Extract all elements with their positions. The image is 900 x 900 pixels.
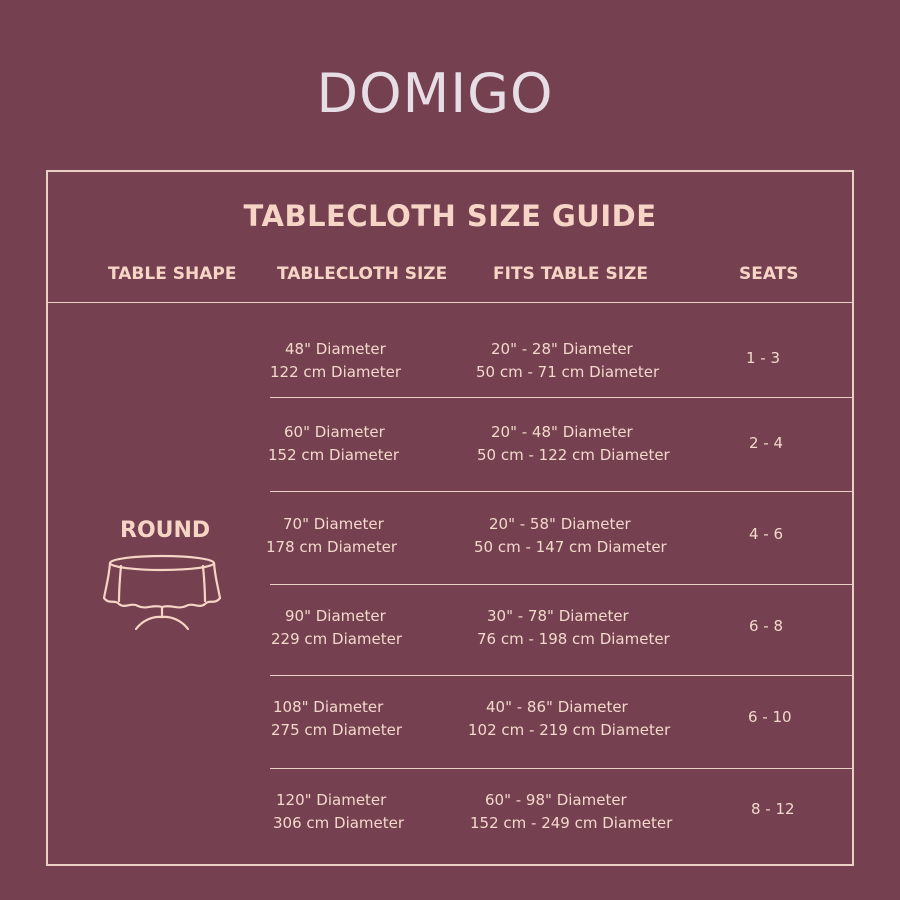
fits-cm: 50 cm - 147 cm Diameter	[474, 538, 667, 556]
seats-value: 1 - 3	[746, 349, 781, 367]
fits-cm: 102 cm - 219 cm Diameter	[468, 721, 671, 739]
fits-inches: 30" - 78" Diameter	[487, 607, 629, 625]
size-cm: 229 cm Diameter	[271, 630, 403, 648]
size-inches: 108" Diameter	[273, 698, 384, 716]
size-cm: 306 cm Diameter	[273, 814, 405, 832]
table-shape-label: ROUND	[120, 518, 211, 543]
fits-table-size-cell	[476, 338, 659, 384]
seats-value: 6 - 8	[749, 617, 784, 635]
row-divider	[270, 675, 854, 676]
column-header-seats: SEATS	[739, 264, 799, 284]
size-inches: 60" Diameter	[284, 423, 385, 441]
fits-table-size-cell	[468, 696, 670, 742]
fits-table-size-cell	[477, 421, 670, 467]
fits-inches: 20" - 28" Diameter	[491, 340, 633, 358]
fits-cm: 50 cm - 71 cm Diameter	[476, 363, 660, 381]
round-tablecloth-icon	[100, 553, 224, 635]
seats-value: 6 - 10	[748, 708, 792, 726]
seats-value: 4 - 6	[749, 525, 784, 543]
size-inches: 70" Diameter	[283, 515, 384, 533]
fits-table-size-cell	[477, 605, 670, 651]
fits-cm: 76 cm - 198 cm Diameter	[477, 630, 670, 648]
size-cm: 178 cm Diameter	[266, 538, 398, 556]
column-header-table-shape: TABLE SHAPE	[108, 264, 237, 284]
size-inches: 90" Diameter	[285, 607, 386, 625]
fits-cm: 152 cm - 249 cm Diameter	[470, 814, 673, 832]
fits-inches: 60" - 98" Diameter	[485, 791, 627, 809]
fits-inches: 40" - 86" Diameter	[486, 698, 628, 716]
seats-value: 8 - 12	[751, 800, 795, 818]
size-cm: 275 cm Diameter	[271, 721, 403, 739]
size-cm: 122 cm Diameter	[270, 363, 402, 381]
fits-table-size-cell	[470, 789, 672, 835]
tablecloth-size-cell	[268, 421, 399, 467]
size-cm: 152 cm Diameter	[268, 446, 400, 464]
tablecloth-size-cell	[271, 605, 402, 651]
row-divider	[270, 491, 854, 492]
fits-inches: 20" - 58" Diameter	[489, 515, 631, 533]
row-divider	[270, 768, 854, 769]
column-header-tablecloth-size: TABLECLOTH SIZE	[277, 264, 448, 284]
fits-table-size-cell	[474, 513, 667, 559]
guide-title: TABLECLOTH SIZE GUIDE	[243, 199, 657, 233]
column-header-fits-table-size: FITS TABLE SIZE	[493, 264, 648, 284]
brand-logo: DOMIGO	[316, 62, 554, 125]
fits-inches: 20" - 48" Diameter	[491, 423, 633, 441]
header-divider	[46, 302, 854, 303]
row-divider	[270, 584, 854, 585]
size-inches: 48" Diameter	[285, 340, 386, 358]
tablecloth-size-cell	[271, 696, 402, 742]
tablecloth-size-cell	[270, 338, 401, 384]
seats-value: 2 - 4	[749, 434, 784, 452]
fits-cm: 50 cm - 122 cm Diameter	[477, 446, 670, 464]
tablecloth-size-cell	[266, 513, 397, 559]
row-divider	[270, 397, 854, 398]
tablecloth-size-cell	[273, 789, 404, 835]
size-inches: 120" Diameter	[276, 791, 387, 809]
